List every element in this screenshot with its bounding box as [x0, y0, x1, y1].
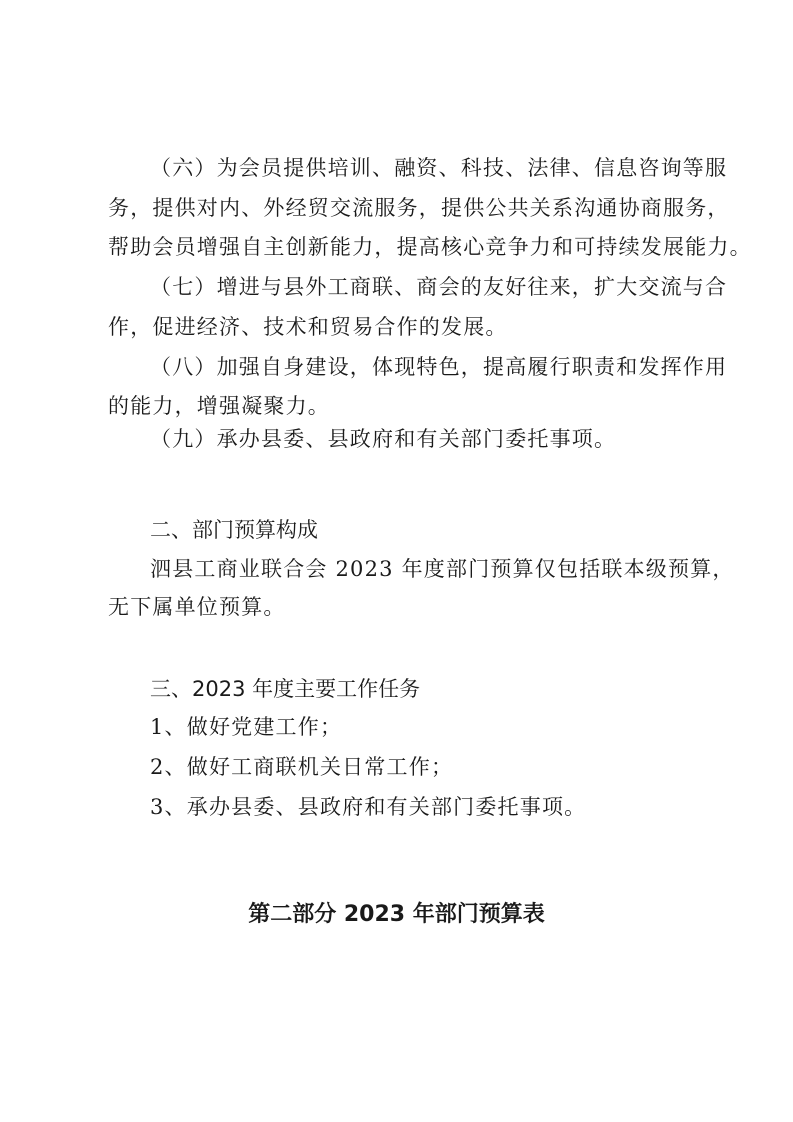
item-6-line-1: （六）为会员提供培训、融资、科技、法律、信息咨询等服: [150, 156, 728, 180]
task-item-3: 3、承办县委、县政府和有关部门委托事项。: [150, 795, 587, 819]
item-6-line-2: 务，提供对内、外经贸交流服务，提供公共关系沟通协商服务，: [108, 196, 730, 220]
section-two-para-line-2: 无下属单位预算。: [108, 595, 286, 619]
item-8-line-1: （八）加强自身建设，体现特色，提高履行职责和发挥作用: [150, 355, 728, 379]
item-9-line-1: （九）承办县委、县政府和有关部门委托事项。: [150, 427, 617, 451]
task-item-1: 1、做好党建工作；: [150, 715, 343, 739]
section-three-heading: 三、2023 年度主要工作任务: [150, 677, 421, 701]
item-7-line-2: 作，促进经济、技术和贸易合作的发展。: [108, 315, 508, 339]
part-two-title: 第二部分 2023 年部门预算表: [248, 902, 545, 927]
item-8-line-2: 的能力，增强凝聚力。: [108, 394, 330, 418]
section-two-heading: 二、部门预算构成: [150, 518, 318, 542]
item-7-line-1: （七）增进与县外工商联、商会的友好往来，扩大交流与合: [150, 275, 728, 299]
section-two-para-line-1: 泗县工商业联合会 2023 年度部门预算仅包括联本级预算，: [150, 557, 735, 581]
item-6-line-3: 帮助会员增强自主创新能力，提高核心竞争力和可持续发展能力。: [108, 235, 752, 259]
task-item-2: 2、做好工商联机关日常工作；: [150, 755, 454, 779]
